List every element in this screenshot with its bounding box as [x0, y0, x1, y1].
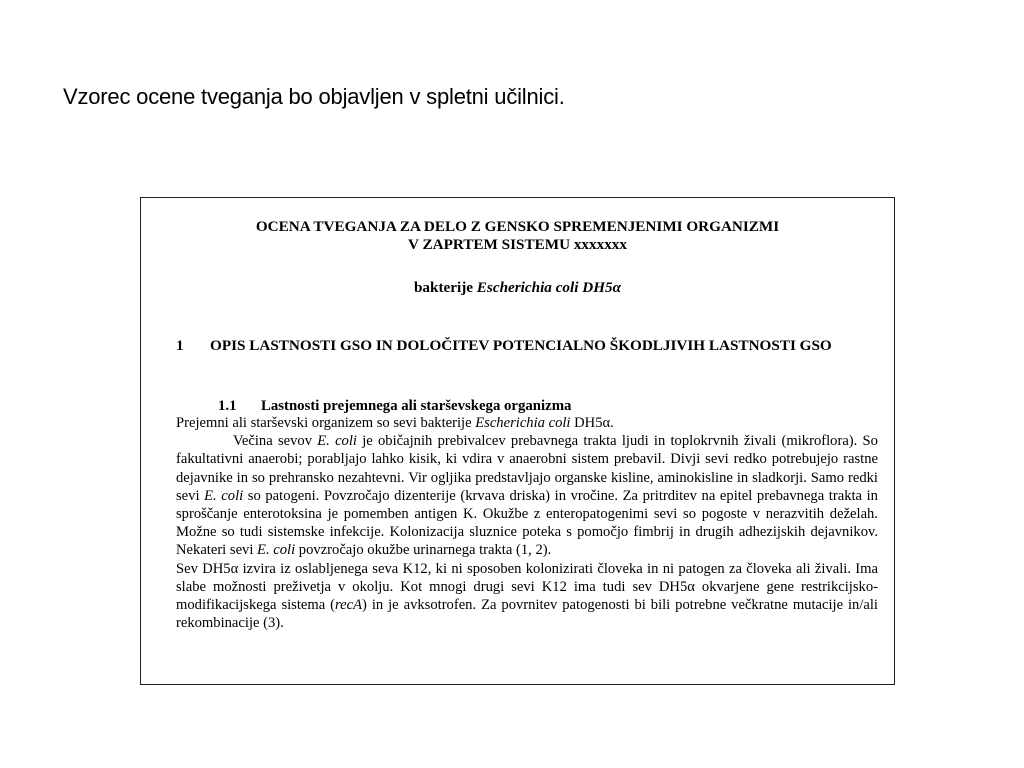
section-1-heading [176, 337, 876, 356]
document-excerpt [140, 197, 895, 685]
slide-intro-text: Vzorec ocene tveganja bo objavljen v spletni učilnici. [63, 84, 565, 109]
subtitle-prefix: bakterije [413, 279, 477, 296]
paragraph-text: DH5α. [570, 415, 614, 431]
paragraph-text: Prejemni ali starševski organizem so sevi bakterije [176, 415, 476, 431]
paragraph-recipient-organism [176, 414, 878, 432]
document-title-line2: V ZAPRTEM SISTEMU xxxxxxx [407, 236, 627, 253]
paragraph-text: ) in je avksotrofen. Za povrnitev patogenosti bi bili potrebne večkratne mutacije in/ali rekombinacije (3). [176, 597, 878, 632]
paragraph-text: so patogeni. Povzročajo dizenterije (krvava driska) in vročine. Za pritrditev na epitel prebavnega trakta in sproščanje enterotoksina je pomemben antigen K. Okužbe z enteropatogenimi sevi so pogoste v nerazvitih deželah. Možne so tudi sistemske infekcije. Kolonizacija sluznice poteka s pomočjo fimbrij in drugih adhezijskih dejavnikov. Nekateri sevi [176, 487, 878, 559]
document-title [141, 218, 894, 254]
paragraph-ecoli-description [176, 432, 878, 559]
gene-name-italic: recA [335, 597, 363, 614]
document-subtitle [141, 279, 894, 297]
section-1-title: OPIS LASTNOSTI GSO IN DOLOČITEV POTENCIALNO ŠKODLJIVIH LASTNOSTI GSO [210, 337, 832, 354]
section-1-1-title: Lastnosti prejemnega ali starševskega organizma [261, 398, 572, 414]
paragraph-text: povzročajo okužbe urinarnega trakta (1, 2). [295, 542, 552, 559]
paragraph-text: Sev DH5α izvira iz oslabljenega seva K12, ki ni sposoben kolonizirati človeka in ni patogen za človeka ali živali. Ima slabe možnosti preživetja v okolju. Kot mnogi drugi sevi K12 ima tudi sev DH5α okvarjene gene restrikcijsko-modifikacijskega sistema ( [176, 560, 878, 614]
section-1-1-body [176, 414, 878, 632]
document-title-line1: OCENA TVEGANJA ZA DELO Z GENSKO SPREMENJENIMI ORGANIZMI [255, 218, 780, 235]
organism-name-italic: E. coli [317, 433, 357, 450]
organism-name-italic: Escherichia coli [475, 415, 571, 431]
paragraph-text: je običajnih prebivalcev prebavnega trakta ljudi in toplokrvnih živali (mikroflora). So fakultativni anaerobi; porabljajo lahko kisik, ki vdira v anaerobni sistem prebavil. Divji sevi redko potrebujejo rastne dejavnike in so prehransko nezahtevni. Vir ogljika predstavljajo organske kisline, aminokisline in sladkorji. Samo redki sevi [176, 433, 878, 504]
organism-name-italic: E. coli [257, 542, 296, 559]
subtitle-alpha: α [612, 279, 622, 296]
section-1-number: 1 [176, 337, 184, 354]
subtitle-organism: Escherichia coli DH5 [476, 279, 613, 296]
section-1-1-heading [218, 397, 571, 415]
organism-name-italic: E. coli [204, 487, 244, 504]
section-1-1-number: 1.1 [218, 398, 237, 414]
paragraph-dh5a-strain [176, 560, 878, 633]
paragraph-text: Večina sevov [233, 433, 318, 450]
